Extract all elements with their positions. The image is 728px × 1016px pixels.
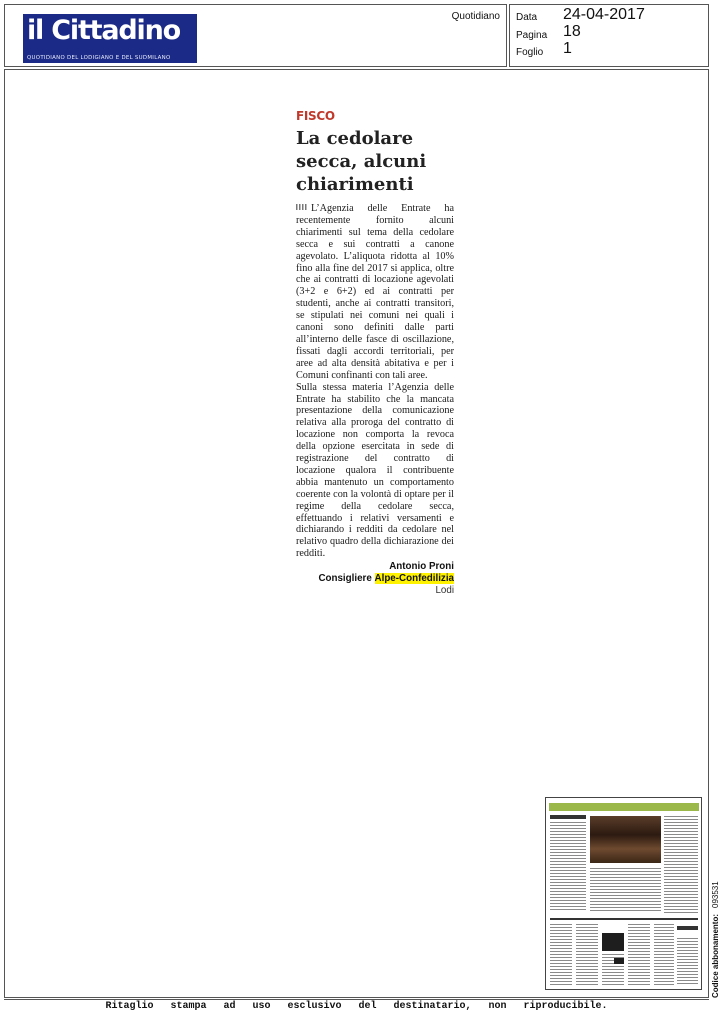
subscription-code bbox=[711, 881, 720, 998]
header-publication-box bbox=[4, 4, 507, 67]
sheet-value: 1 bbox=[563, 40, 572, 57]
date-value: 24-04-2017 bbox=[563, 6, 645, 23]
author-city: Lodi bbox=[435, 585, 454, 597]
article-kicker: FISCO bbox=[296, 109, 335, 123]
page-label: Pagina bbox=[516, 30, 548, 41]
page-value: 18 bbox=[563, 23, 581, 40]
header-meta-box bbox=[509, 4, 709, 67]
article bbox=[296, 109, 454, 597]
logo-tagline: QUOTIDIANO DEL LODIGIANO E DEL SUDMILANO bbox=[27, 55, 171, 61]
lead-marker-icon bbox=[296, 204, 308, 210]
article-paragraph: L’Agenzia delle Entrate ha recentemente fornito alcuni chiarimenti sul tema della cedolare secca e sui contratti a canone agevolato. L’aliquota ridotta al 10% fino alla fine del 2017 si applica, oltre che ai contratti di locazione agevolati (3+2 e 6+2) ed ai contratti per studenti, anche ai contratti transitori, se stipulati nei comuni nei quali i canoni sono definiti dalle parti all’interno delle fasce di oscillazione, fissati dagli accordi territoriali, per aree ad alta densità abitativa e per i Comuni confinanti con tali aree. bbox=[296, 203, 454, 381]
publication-type: Quotidiano bbox=[451, 11, 500, 22]
date-label: Data bbox=[516, 12, 538, 23]
page-thumbnail bbox=[545, 797, 702, 990]
author-name: Antonio Proni bbox=[389, 561, 454, 573]
author-role: Consigliere bbox=[318, 573, 372, 585]
article-body bbox=[296, 203, 454, 560]
logo-name: il Cittadino bbox=[27, 15, 180, 46]
article-paragraph: Sulla stessa materia l’Agenzia delle Entrate ha stabilito che la mancata presentazione della comunicazione relativa alla proroga del contratto di locazione non comporta la revoca della opzione esercitata in sede di registrazione del contratto di locazione qualora il contribuente abbia mantenuto un comportamento coerente con la volontà di optare per il regime della cedolare secca, effettuando i relativi versamenti e dichiarando i redditi da cedolare nel relativo quadro della dichiarazione dei redditi. bbox=[296, 381, 454, 560]
footer-notice: Ritaglio stampa ad uso esclusivo del destinatario, non riproducibile. bbox=[4, 999, 709, 1013]
article-headline: La cedolare secca, alcuni chiarimenti bbox=[296, 128, 427, 195]
subscription-code-label: Codice abbonamento: bbox=[711, 913, 720, 998]
thumbnail-photo bbox=[590, 816, 661, 863]
thumbnail-section-bar bbox=[549, 803, 699, 811]
author-organization: Alpe-Confedilizia bbox=[374, 573, 454, 585]
subscription-code-value: 093531 bbox=[711, 881, 720, 908]
author-affiliation bbox=[296, 573, 454, 585]
newspaper-logo bbox=[23, 14, 197, 63]
sheet-label: Foglio bbox=[516, 47, 544, 58]
article-signature bbox=[296, 561, 454, 597]
